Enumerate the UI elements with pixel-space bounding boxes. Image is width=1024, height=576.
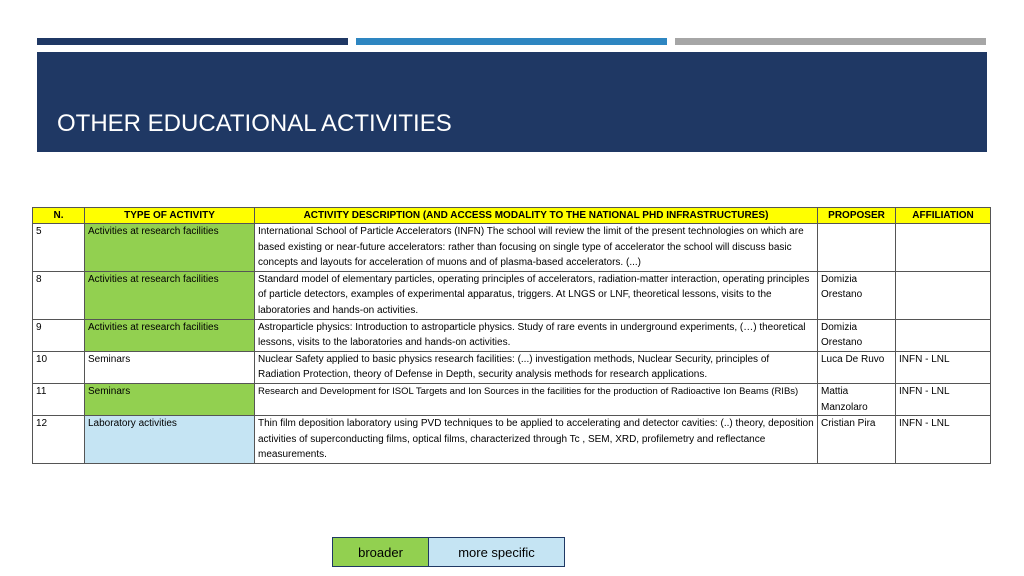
broader-button[interactable]: broader xyxy=(333,538,429,566)
cell-affiliation xyxy=(896,319,991,351)
cell-proposer: Domizia Orestano xyxy=(818,271,896,319)
table-row xyxy=(33,416,991,464)
cell-proposer: Cristian Pira xyxy=(818,416,896,464)
cell-type: Activities at research facilities xyxy=(85,319,255,351)
cell-n: 10 xyxy=(33,351,85,383)
header-type: TYPE OF ACTIVITY xyxy=(85,208,255,224)
table-row xyxy=(33,224,991,272)
cell-affiliation xyxy=(896,271,991,319)
cell-type: Seminars xyxy=(85,351,255,383)
cell-affiliation: INFN - LNL xyxy=(896,383,991,415)
cell-n: 9 xyxy=(33,319,85,351)
decorative-bar-gray xyxy=(675,38,986,45)
cell-affiliation: INFN - LNL xyxy=(896,416,991,464)
table-header-row xyxy=(33,208,991,224)
cell-description: Nuclear Safety applied to basic physics research facilities: (...) investigation methods, Nuclear Security, principles of Radiation Protection, theory of Defense in Depth, security analysis methods for research applications. xyxy=(255,351,818,383)
page-title: OTHER EDUCATIONAL ACTIVITIES xyxy=(57,110,452,137)
cell-proposer: Domizia Orestano xyxy=(818,319,896,351)
header-proposer: PROPOSER xyxy=(818,208,896,224)
more-specific-button[interactable]: more specific xyxy=(429,538,564,566)
cell-n: 8 xyxy=(33,271,85,319)
cell-type: Activities at research facilities xyxy=(85,224,255,272)
cell-type: Laboratory activities xyxy=(85,416,255,464)
table-row xyxy=(33,271,991,319)
header-n: N. xyxy=(33,208,85,224)
cell-affiliation: INFN - LNL xyxy=(896,351,991,383)
header-affiliation: AFFILIATION xyxy=(896,208,991,224)
cell-description: Thin film deposition laboratory using PVD techniques to be applied to accelerating and detector cavities: (..) theory, deposition activities of superconducting films, optical films, characterized through Tc , SEM, XRD, profilemetry and reflectance measurements. xyxy=(255,416,818,464)
cell-n: 12 xyxy=(33,416,85,464)
navigation-buttons xyxy=(332,537,565,567)
cell-affiliation xyxy=(896,224,991,272)
table-row xyxy=(33,319,991,351)
table-row xyxy=(33,383,991,415)
cell-type: Seminars xyxy=(85,383,255,415)
table-row xyxy=(33,351,991,383)
cell-description: International School of Particle Accelerators (INFN) The school will review the limit of the present technologies on which are based existing or near-future accelerators: rather than focusing on single type of accelerator the school will discuss basic concepts and layouts for acceleration of muons and of plasma-based accelerators. (...) xyxy=(255,224,818,272)
cell-n: 5 xyxy=(33,224,85,272)
cell-n: 11 xyxy=(33,383,85,415)
cell-proposer xyxy=(818,224,896,272)
cell-proposer: Mattia Manzolaro xyxy=(818,383,896,415)
cell-type: Activities at research facilities xyxy=(85,271,255,319)
cell-description: Standard model of elementary particles, operating principles of accelerators, radiation-matter interaction, operating principles of particle detectors, examples of experimental apparatus, triggers. At LNGS or LNF, theoretical lessons, visits to the laboratories and hands-on activities. xyxy=(255,271,818,319)
title-banner xyxy=(37,52,987,152)
header-description: ACTIVITY DESCRIPTION (AND ACCESS MODALITY TO THE NATIONAL PHD INFRASTRUCTURES) xyxy=(255,208,818,224)
cell-description: Research and Development for ISOL Targets and Ion Sources in the facilities for the production of Radioactive Ion Beams (RIBs) xyxy=(255,383,818,415)
decorative-bar-blue xyxy=(356,38,667,45)
cell-description: Astroparticle physics: Introduction to astroparticle physics. Study of rare events in underground experiments, (…) theoretical lessons, visits to the laboratories and hands-on activities. xyxy=(255,319,818,351)
cell-proposer: Luca De Ruvo xyxy=(818,351,896,383)
activities-table xyxy=(32,207,991,464)
decorative-bar-dark xyxy=(37,38,348,45)
